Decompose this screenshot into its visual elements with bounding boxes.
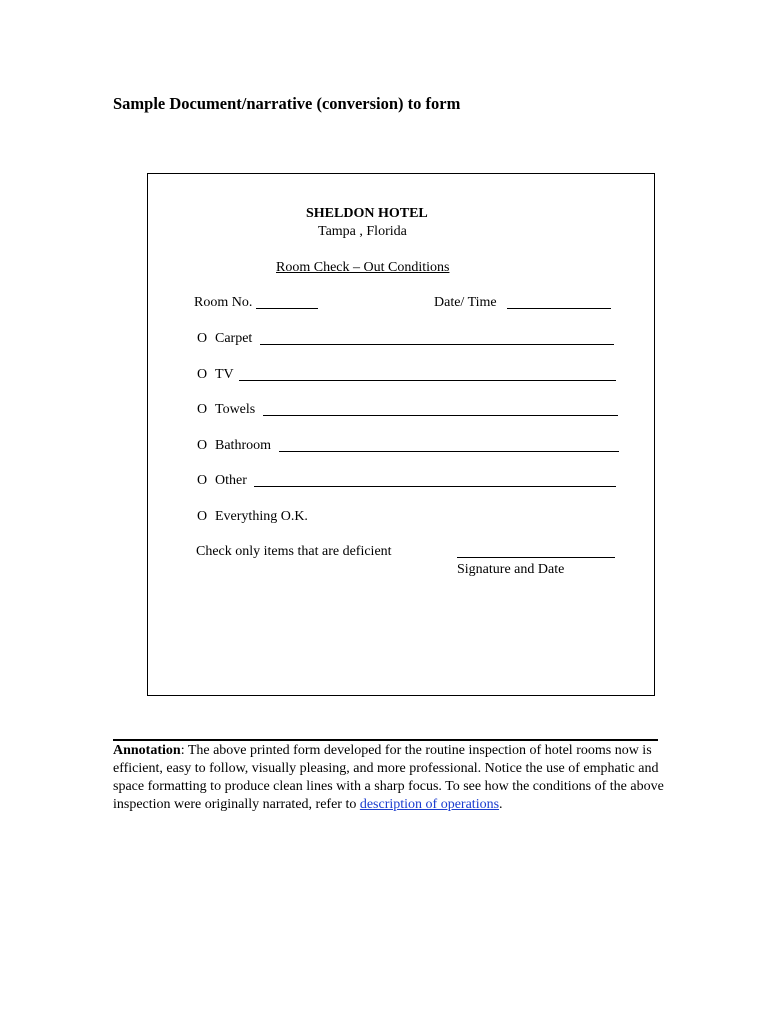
signature-label: Signature and Date [457, 562, 565, 577]
signature-blank[interactable] [457, 557, 615, 558]
carpet-label: Carpet [215, 331, 253, 346]
other-checkbox[interactable]: O [197, 473, 208, 488]
page-title: Sample Document/narrative (conversion) to form [113, 94, 461, 113]
bathroom-blank[interactable] [279, 451, 619, 452]
annotation-end: . [499, 797, 503, 812]
annotation-paragraph [113, 742, 665, 814]
bathroom-checkbox[interactable]: O [197, 438, 208, 453]
room-check-form [147, 173, 655, 696]
other-label: Other [215, 473, 247, 488]
carpet-blank[interactable] [260, 344, 614, 345]
tv-blank[interactable] [239, 380, 616, 381]
room-no-blank[interactable] [256, 308, 318, 309]
annotation-lead: Annotation [113, 743, 181, 758]
date-time-label: Date/ Time [434, 295, 497, 310]
tv-checkbox[interactable]: O [197, 367, 208, 382]
tv-label: TV [215, 367, 234, 382]
annotation-divider [113, 739, 658, 741]
everything-ok-label: Everything O.K. [215, 509, 308, 524]
room-no-label: Room No. [194, 295, 253, 310]
bathroom-label: Bathroom [215, 438, 271, 453]
form-title: Room Check – Out Conditions [276, 260, 450, 275]
description-of-operations-link[interactable]: description of operations [359, 797, 500, 812]
date-time-blank[interactable] [507, 308, 611, 309]
hotel-location: Tampa , Florida [318, 224, 407, 239]
towels-blank[interactable] [263, 415, 618, 416]
towels-label: Towels [215, 402, 256, 417]
instruction-text: Check only items that are deficient [196, 544, 392, 559]
annotation-text: : The above printed form developed for the routine inspection of hotel rooms now is efficient, easy to follow, visually pleasing, and more professional. Notice the use of emphatic and space formatting to produce clean lines with a sharp focus. To see how the conditions of the above inspection were originally narrated, refer to [113, 743, 664, 812]
other-blank[interactable] [254, 486, 616, 487]
everything-ok-checkbox[interactable]: O [197, 509, 208, 524]
hotel-name: SHELDON HOTEL [306, 206, 428, 221]
towels-checkbox[interactable]: O [197, 402, 208, 417]
carpet-checkbox[interactable]: O [197, 331, 208, 346]
